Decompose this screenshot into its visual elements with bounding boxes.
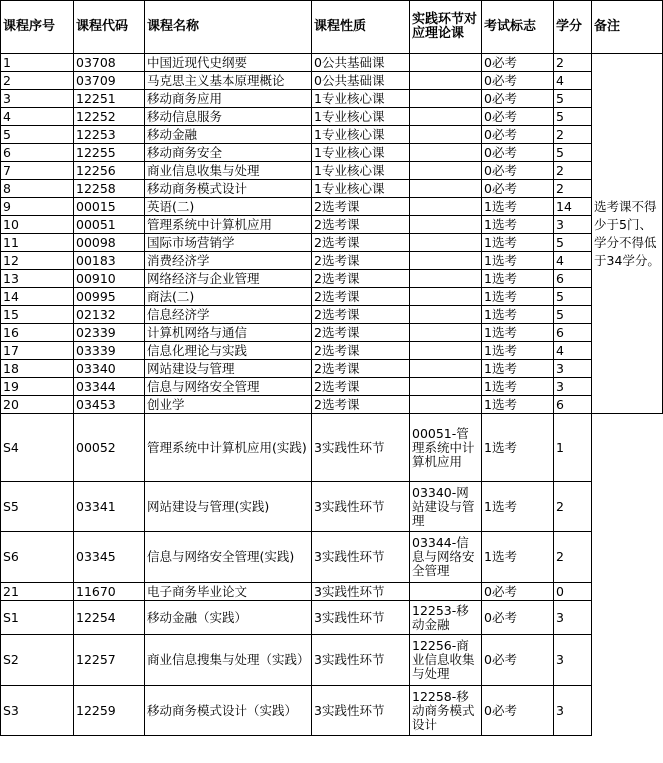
empty-note-cell <box>592 686 663 736</box>
cell-practice: 12258-移动商务模式设计 <box>410 686 482 736</box>
empty-note-cell <box>592 601 663 635</box>
cell-seq: 5 <box>1 126 74 144</box>
cell-nature: 3实践性环节 <box>312 414 410 482</box>
cell-name: 网络经济与企业管理 <box>145 270 312 288</box>
cell-name: 马克思主义基本原理概论 <box>145 72 312 90</box>
cell-practice <box>410 306 482 324</box>
cell-exam: 1选考 <box>482 378 554 396</box>
cell-code: 12256 <box>74 162 145 180</box>
cell-code: 03340 <box>74 360 145 378</box>
cell-nature: 2选考课 <box>312 270 410 288</box>
table-row <box>1 532 663 583</box>
cell-code: 12252 <box>74 108 145 126</box>
cell-credit: 6 <box>554 324 592 342</box>
table-row <box>1 635 663 686</box>
cell-credit: 4 <box>554 342 592 360</box>
cell-code: 12254 <box>74 601 145 635</box>
cell-exam: 0必考 <box>482 180 554 198</box>
cell-seq: 13 <box>1 270 74 288</box>
header-credit: 学分 <box>554 1 592 54</box>
empty-note-cell <box>592 482 663 532</box>
cell-exam: 1选考 <box>482 360 554 378</box>
header-note: 备注 <box>592 1 663 54</box>
cell-seq: 11 <box>1 234 74 252</box>
cell-seq: 20 <box>1 396 74 414</box>
cell-nature: 2选考课 <box>312 234 410 252</box>
cell-name: 创业学 <box>145 396 312 414</box>
cell-practice: 12256-商业信息收集与处理 <box>410 635 482 686</box>
cell-credit: 5 <box>554 234 592 252</box>
cell-practice: 03344-信息与网络安全管理 <box>410 532 482 583</box>
table-row <box>1 360 663 378</box>
empty-note-cell <box>592 583 663 601</box>
cell-code: 12253 <box>74 126 145 144</box>
table-row <box>1 270 663 288</box>
header-nature: 课程性质 <box>312 1 410 54</box>
cell-seq: 4 <box>1 108 74 126</box>
cell-nature: 2选考课 <box>312 216 410 234</box>
table-row <box>1 216 663 234</box>
cell-name: 信息与网络安全管理(实践) <box>145 532 312 583</box>
cell-exam: 0必考 <box>482 126 554 144</box>
cell-name: 移动信息服务 <box>145 108 312 126</box>
cell-name: 信息与网络安全管理 <box>145 378 312 396</box>
cell-exam: 1选考 <box>482 342 554 360</box>
cell-nature: 2选考课 <box>312 252 410 270</box>
cell-name: 管理系统中计算机应用 <box>145 216 312 234</box>
cell-credit: 2 <box>554 162 592 180</box>
cell-seq: S6 <box>1 532 74 583</box>
cell-practice <box>410 378 482 396</box>
cell-code: 12257 <box>74 635 145 686</box>
cell-nature: 2选考课 <box>312 198 410 216</box>
table-row <box>1 54 663 72</box>
cell-name: 移动商务应用 <box>145 90 312 108</box>
cell-seq: 6 <box>1 144 74 162</box>
cell-code: 00052 <box>74 414 145 482</box>
cell-code: 12258 <box>74 180 145 198</box>
cell-name: 商业信息收集与处理 <box>145 162 312 180</box>
cell-practice <box>410 270 482 288</box>
cell-name: 移动商务模式设计 <box>145 180 312 198</box>
table-row <box>1 324 663 342</box>
cell-name: 电子商务毕业论文 <box>145 583 312 601</box>
cell-seq: S3 <box>1 686 74 736</box>
cell-code: 03345 <box>74 532 145 583</box>
cell-nature: 3实践性环节 <box>312 482 410 532</box>
cell-practice: 12253-移动金融 <box>410 601 482 635</box>
cell-credit: 3 <box>554 686 592 736</box>
cell-practice <box>410 54 482 72</box>
cell-name: 网站建设与管理(实践) <box>145 482 312 532</box>
cell-credit: 3 <box>554 635 592 686</box>
cell-code: 00995 <box>74 288 145 306</box>
cell-exam: 1选考 <box>482 482 554 532</box>
cell-name: 移动金融 <box>145 126 312 144</box>
cell-seq: 2 <box>1 72 74 90</box>
cell-credit: 6 <box>554 396 592 414</box>
cell-seq: 16 <box>1 324 74 342</box>
cell-seq: 10 <box>1 216 74 234</box>
cell-practice: 00051-管理系统中计算机应用 <box>410 414 482 482</box>
cell-name: 英语(二) <box>145 198 312 216</box>
cell-code: 02339 <box>74 324 145 342</box>
cell-seq: 17 <box>1 342 74 360</box>
cell-seq: 9 <box>1 198 74 216</box>
cell-exam: 1选考 <box>482 414 554 482</box>
table-row <box>1 90 663 108</box>
cell-practice <box>410 144 482 162</box>
cell-exam: 1选考 <box>482 234 554 252</box>
cell-nature: 1专业核心课 <box>312 162 410 180</box>
cell-name: 移动商务安全 <box>145 144 312 162</box>
table-row <box>1 144 663 162</box>
cell-exam: 0必考 <box>482 583 554 601</box>
table-row <box>1 252 663 270</box>
cell-seq: 14 <box>1 288 74 306</box>
cell-code: 11670 <box>74 583 145 601</box>
cell-credit: 5 <box>554 144 592 162</box>
cell-nature: 3实践性环节 <box>312 532 410 583</box>
cell-practice <box>410 360 482 378</box>
cell-practice <box>410 162 482 180</box>
cell-code: 03709 <box>74 72 145 90</box>
table-row <box>1 108 663 126</box>
cell-credit: 5 <box>554 90 592 108</box>
cell-code: 12259 <box>74 686 145 736</box>
cell-nature: 2选考课 <box>312 378 410 396</box>
table-row <box>1 198 663 216</box>
table-header-row <box>1 1 663 54</box>
cell-exam: 1选考 <box>482 216 554 234</box>
cell-exam: 0必考 <box>482 54 554 72</box>
cell-practice <box>410 126 482 144</box>
cell-code: 02132 <box>74 306 145 324</box>
cell-practice <box>410 216 482 234</box>
cell-credit: 2 <box>554 180 592 198</box>
table-row <box>1 342 663 360</box>
cell-credit: 1 <box>554 414 592 482</box>
cell-seq: S2 <box>1 635 74 686</box>
cell-seq: 18 <box>1 360 74 378</box>
cell-seq: 19 <box>1 378 74 396</box>
table-row <box>1 180 663 198</box>
cell-code: 00183 <box>74 252 145 270</box>
header-name: 课程名称 <box>145 1 312 54</box>
cell-exam: 0必考 <box>482 162 554 180</box>
cell-practice <box>410 288 482 306</box>
cell-name: 商业信息搜集与处理（实践） <box>145 635 312 686</box>
cell-code: 00098 <box>74 234 145 252</box>
empty-note-cell <box>592 635 663 686</box>
cell-nature: 1专业核心课 <box>312 108 410 126</box>
table-row <box>1 414 663 482</box>
table-row <box>1 162 663 180</box>
cell-practice <box>410 234 482 252</box>
table-row <box>1 288 663 306</box>
cell-exam: 1选考 <box>482 252 554 270</box>
cell-practice <box>410 90 482 108</box>
empty-note-cell <box>592 532 663 583</box>
cell-practice <box>410 252 482 270</box>
table-row <box>1 306 663 324</box>
cell-code: 12255 <box>74 144 145 162</box>
cell-exam: 1选考 <box>482 288 554 306</box>
cell-code: 03344 <box>74 378 145 396</box>
cell-name: 国际市场营销学 <box>145 234 312 252</box>
cell-name: 计算机网络与通信 <box>145 324 312 342</box>
cell-exam: 0必考 <box>482 72 554 90</box>
cell-nature: 2选考课 <box>312 360 410 378</box>
cell-seq: 8 <box>1 180 74 198</box>
cell-nature: 2选考课 <box>312 342 410 360</box>
cell-exam: 0必考 <box>482 90 554 108</box>
cell-credit: 5 <box>554 108 592 126</box>
empty-note-cell <box>592 414 663 482</box>
cell-credit: 2 <box>554 54 592 72</box>
cell-seq: 15 <box>1 306 74 324</box>
cell-name: 商法(二) <box>145 288 312 306</box>
table-row <box>1 583 663 601</box>
cell-nature: 2选考课 <box>312 396 410 414</box>
cell-exam: 0必考 <box>482 686 554 736</box>
cell-credit: 3 <box>554 216 592 234</box>
cell-seq: 12 <box>1 252 74 270</box>
cell-nature: 3实践性环节 <box>312 635 410 686</box>
cell-nature: 0公共基础课 <box>312 72 410 90</box>
cell-exam: 1选考 <box>482 198 554 216</box>
cell-credit: 2 <box>554 532 592 583</box>
cell-seq: S4 <box>1 414 74 482</box>
cell-practice <box>410 342 482 360</box>
cell-code: 12251 <box>74 90 145 108</box>
cell-credit: 5 <box>554 306 592 324</box>
cell-name: 管理系统中计算机应用(实践) <box>145 414 312 482</box>
cell-name: 信息经济学 <box>145 306 312 324</box>
cell-code: 00015 <box>74 198 145 216</box>
note-cell: 选考课不得少于5门、学分不得低于34学分。 <box>592 54 663 414</box>
cell-seq: 7 <box>1 162 74 180</box>
cell-exam: 1选考 <box>482 324 554 342</box>
header-seq: 课程序号 <box>1 1 74 54</box>
cell-practice <box>410 396 482 414</box>
cell-name: 网站建设与管理 <box>145 360 312 378</box>
table-row <box>1 72 663 90</box>
cell-credit: 14 <box>554 198 592 216</box>
cell-code: 03339 <box>74 342 145 360</box>
cell-nature: 3实践性环节 <box>312 601 410 635</box>
cell-code: 00910 <box>74 270 145 288</box>
cell-seq: 1 <box>1 54 74 72</box>
header-exam: 考试标志 <box>482 1 554 54</box>
table-row <box>1 601 663 635</box>
cell-exam: 0必考 <box>482 601 554 635</box>
cell-nature: 3实践性环节 <box>312 583 410 601</box>
cell-nature: 1专业核心课 <box>312 180 410 198</box>
cell-exam: 0必考 <box>482 635 554 686</box>
cell-seq: 21 <box>1 583 74 601</box>
cell-nature: 1专业核心课 <box>312 144 410 162</box>
cell-exam: 1选考 <box>482 532 554 583</box>
cell-exam: 1选考 <box>482 396 554 414</box>
cell-exam: 1选考 <box>482 270 554 288</box>
table-row <box>1 378 663 396</box>
cell-nature: 1专业核心课 <box>312 90 410 108</box>
table-row <box>1 396 663 414</box>
cell-credit: 3 <box>554 360 592 378</box>
header-practice: 实践环节对应理论课 <box>410 1 482 54</box>
cell-credit: 2 <box>554 126 592 144</box>
cell-practice <box>410 108 482 126</box>
cell-code: 03708 <box>74 54 145 72</box>
cell-name: 移动商务模式设计（实践） <box>145 686 312 736</box>
cell-exam: 0必考 <box>482 144 554 162</box>
cell-practice <box>410 583 482 601</box>
cell-seq: 3 <box>1 90 74 108</box>
header-code: 课程代码 <box>74 1 145 54</box>
cell-credit: 4 <box>554 72 592 90</box>
table-row <box>1 234 663 252</box>
cell-name: 移动金融（实践） <box>145 601 312 635</box>
table-row <box>1 482 663 532</box>
cell-practice: 03340-网站建设与管理 <box>410 482 482 532</box>
table-row <box>1 126 663 144</box>
cell-practice <box>410 198 482 216</box>
cell-credit: 3 <box>554 378 592 396</box>
cell-name: 消费经济学 <box>145 252 312 270</box>
cell-seq: S1 <box>1 601 74 635</box>
cell-credit: 2 <box>554 482 592 532</box>
cell-nature: 2选考课 <box>312 288 410 306</box>
cell-practice <box>410 180 482 198</box>
cell-code: 03341 <box>74 482 145 532</box>
cell-exam: 0必考 <box>482 108 554 126</box>
cell-seq: S5 <box>1 482 74 532</box>
cell-nature: 2选考课 <box>312 306 410 324</box>
cell-nature: 0公共基础课 <box>312 54 410 72</box>
cell-exam: 1选考 <box>482 306 554 324</box>
cell-code: 00051 <box>74 216 145 234</box>
cell-practice <box>410 72 482 90</box>
cell-credit: 5 <box>554 288 592 306</box>
cell-name: 中国近现代史纲要 <box>145 54 312 72</box>
cell-practice <box>410 324 482 342</box>
cell-credit: 4 <box>554 252 592 270</box>
cell-nature: 2选考课 <box>312 324 410 342</box>
table-row <box>1 686 663 736</box>
table-body <box>1 54 663 736</box>
cell-credit: 3 <box>554 601 592 635</box>
cell-credit: 0 <box>554 583 592 601</box>
cell-nature: 3实践性环节 <box>312 686 410 736</box>
cell-nature: 1专业核心课 <box>312 126 410 144</box>
cell-credit: 6 <box>554 270 592 288</box>
cell-name: 信息化理论与实践 <box>145 342 312 360</box>
cell-code: 03453 <box>74 396 145 414</box>
